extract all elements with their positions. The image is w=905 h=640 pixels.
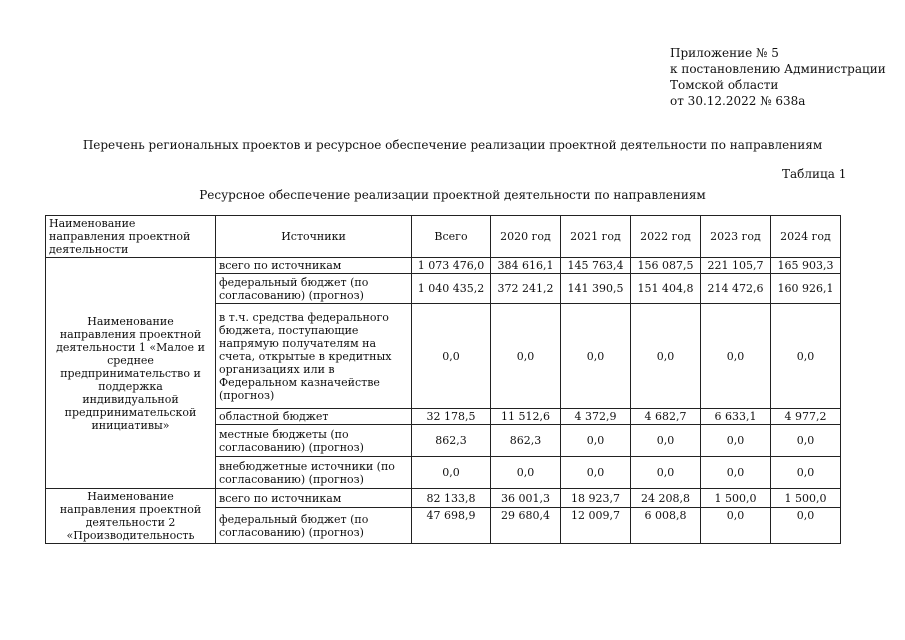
table-label: Таблица 1 — [782, 167, 847, 181]
value-2024: 0,0 — [771, 425, 841, 457]
value-total: 47 698,9 — [412, 508, 491, 544]
value-2024: 160 926,1 — [771, 274, 841, 304]
value-2021: 0,0 — [561, 457, 631, 489]
source-name: местные бюджеты (по согласованию) (прогноз) — [216, 425, 412, 457]
value-2021: 141 390,5 — [561, 274, 631, 304]
value-2023: 221 105,7 — [701, 258, 771, 274]
appendix-line: к постановлению Администрации — [670, 62, 886, 76]
value-2022: 151 404,8 — [631, 274, 701, 304]
table-title: Ресурсное обеспечение реализации проектной деятельности по направлениям — [199, 188, 706, 202]
value-2020: 29 680,4 — [491, 508, 561, 544]
value-2021: 4 372,9 — [561, 409, 631, 425]
value-2023: 1 500,0 — [701, 489, 771, 508]
value-2020: 372 241,2 — [491, 274, 561, 304]
value-2023: 214 472,6 — [701, 274, 771, 304]
document-title: Перечень региональных проектов и ресурсное обеспечение реализации проектной деятельности по направлениям — [82, 138, 823, 152]
source-name: федеральный бюджет (по согласованию) (прогноз) — [216, 274, 412, 304]
value-2024: 1 500,0 — [771, 489, 841, 508]
value-2023: 0,0 — [701, 457, 771, 489]
value-2023: 0,0 — [701, 304, 771, 409]
source-name: всего по источникам — [216, 489, 412, 508]
header-2023: 2023 год — [701, 216, 771, 258]
value-total: 82 133,8 — [412, 489, 491, 508]
table-header-row — [46, 216, 841, 258]
value-2024: 0,0 — [771, 508, 841, 544]
appendix-block — [670, 45, 886, 109]
header-2024: 2024 год — [771, 216, 841, 258]
value-2024: 0,0 — [771, 304, 841, 409]
value-2021: 145 763,4 — [561, 258, 631, 274]
source-name: в т.ч. средства федерального бюджета, поступающие напрямую получателям на счета, открытые в кредитных организациях или в Федеральном казначействе (прогноз) — [216, 304, 412, 409]
value-total: 0,0 — [412, 304, 491, 409]
value-2024: 165 903,3 — [771, 258, 841, 274]
value-2021: 18 923,7 — [561, 489, 631, 508]
value-2020: 0,0 — [491, 457, 561, 489]
value-2021: 0,0 — [561, 425, 631, 457]
value-2022: 6 008,8 — [631, 508, 701, 544]
value-2020: 384 616,1 — [491, 258, 561, 274]
value-2023: 0,0 — [701, 508, 771, 544]
header-total: Всего — [412, 216, 491, 258]
value-total: 0,0 — [412, 457, 491, 489]
value-2024: 4 977,2 — [771, 409, 841, 425]
value-2021: 0,0 — [561, 304, 631, 409]
value-2023: 6 633,1 — [701, 409, 771, 425]
table-row — [46, 489, 841, 508]
header-2021: 2021 год — [561, 216, 631, 258]
value-total: 862,3 — [412, 425, 491, 457]
source-name: федеральный бюджет (по согласованию) (прогноз) — [216, 508, 412, 544]
source-name: областной бюджет — [216, 409, 412, 425]
header-2020: 2020 год — [491, 216, 561, 258]
direction-name: Наименование направления проектной деятельности 1 «Малое и среднее предпринимательство и поддержка индивидуальной предпринимательской инициативы» — [46, 258, 216, 489]
value-2022: 4 682,7 — [631, 409, 701, 425]
source-name: внебюджетные источники (по согласованию) (прогноз) — [216, 457, 412, 489]
value-2022: 156 087,5 — [631, 258, 701, 274]
direction-name: Наименование направления проектной деятельности 2 «Производительность — [46, 489, 216, 544]
table-row — [46, 258, 841, 274]
value-2020: 36 001,3 — [491, 489, 561, 508]
value-2024: 0,0 — [771, 457, 841, 489]
resource-table — [45, 215, 841, 544]
header-2022: 2022 год — [631, 216, 701, 258]
value-total: 32 178,5 — [412, 409, 491, 425]
header-sources: Источники — [216, 216, 412, 258]
appendix-line: Томской области — [670, 78, 779, 92]
value-2020: 0,0 — [491, 304, 561, 409]
value-2022: 0,0 — [631, 425, 701, 457]
header-direction: Наименование направления проектной деятельности — [46, 216, 216, 258]
value-2023: 0,0 — [701, 425, 771, 457]
source-name: всего по источникам — [216, 258, 412, 274]
appendix-line: Приложение № 5 — [670, 46, 779, 60]
value-2021: 12 009,7 — [561, 508, 631, 544]
value-total: 1 040 435,2 — [412, 274, 491, 304]
value-2022: 24 208,8 — [631, 489, 701, 508]
appendix-line: от 30.12.2022 № 638а — [670, 94, 806, 108]
value-total: 1 073 476,0 — [412, 258, 491, 274]
value-2020: 11 512,6 — [491, 409, 561, 425]
value-2022: 0,0 — [631, 457, 701, 489]
value-2020: 862,3 — [491, 425, 561, 457]
value-2022: 0,0 — [631, 304, 701, 409]
